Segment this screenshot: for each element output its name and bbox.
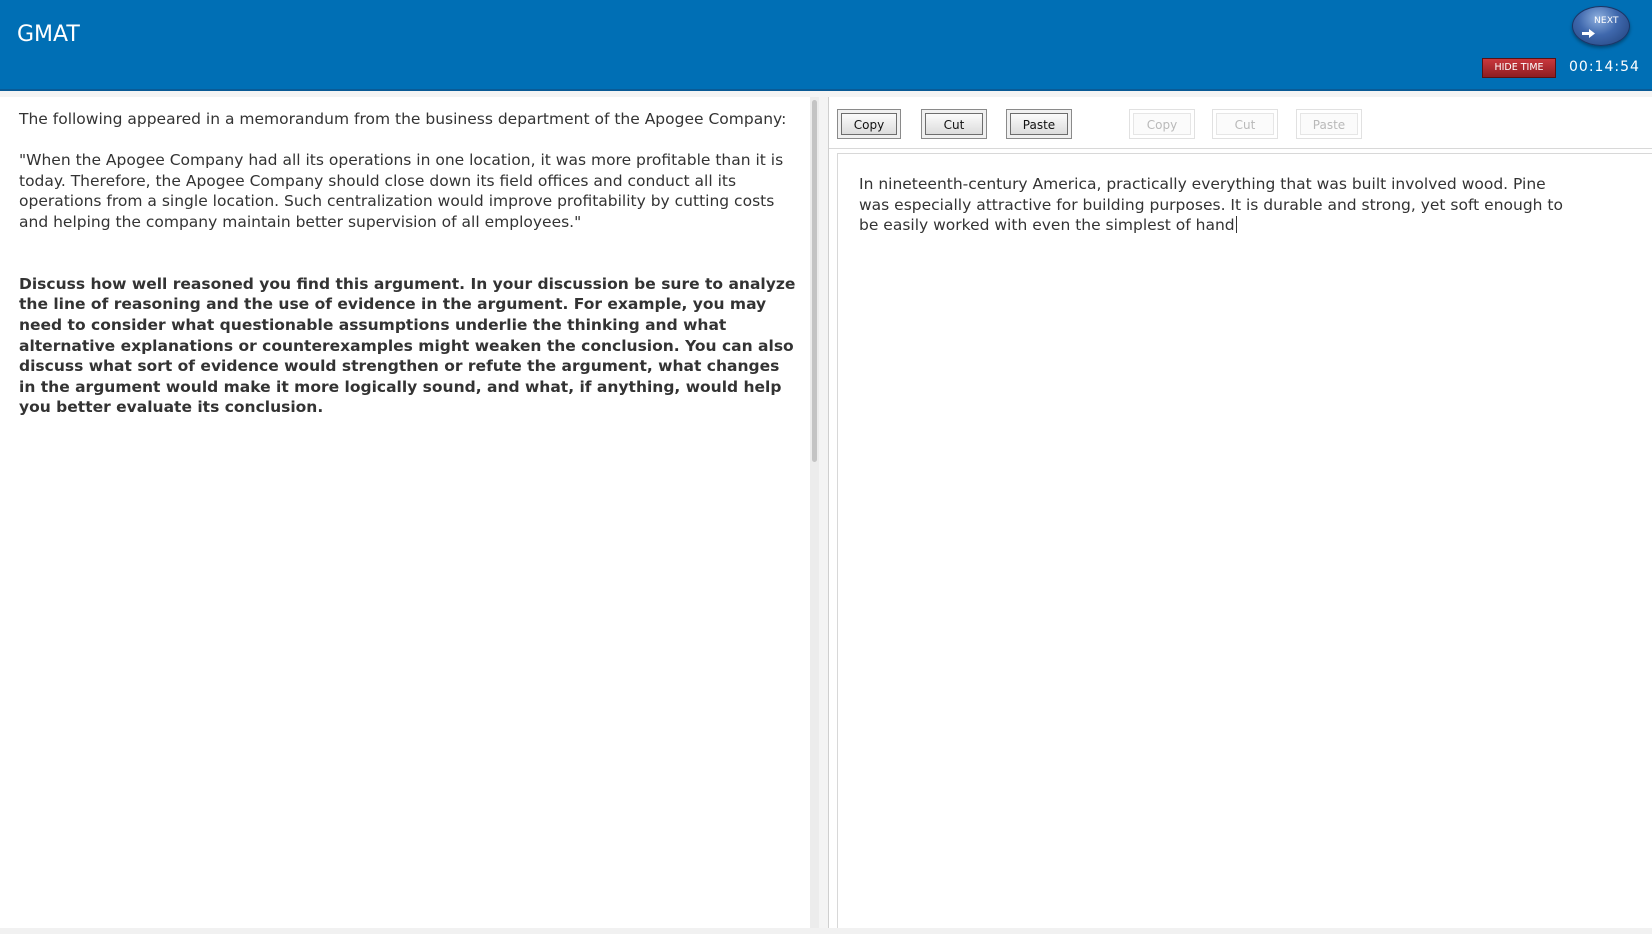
essay-text-content: In nineteenth-century America, practically everything that was built involved wood. Pine was especially attractive for building purposes. It is durable and strong, yet soft enough to be easily worked with even the simplest of hand [859,175,1563,235]
paste-button-label: Paste [1010,113,1068,135]
hide-time-button[interactable]: HIDE TIME [1482,58,1556,78]
next-button[interactable] [1572,6,1630,46]
edit-toolbar [829,97,1652,149]
cut-button-disabled [1212,109,1278,139]
essay-text[interactable] [859,174,1579,236]
prompt-scrollbar-thumb[interactable] [812,100,817,462]
bottom-strip [0,928,1652,934]
prompt-text [19,109,799,439]
copy-button-label: Copy [841,113,897,135]
pane-divider [819,97,828,928]
essay-editor[interactable] [837,153,1652,928]
copy-disabled-label: Copy [1133,113,1191,135]
paste-button-disabled [1296,109,1362,139]
prompt-quote: "When the Apogee Company had all its operations in one location, it was more profitable than it is today. Therefore, the Apogee Company should close down its field offices and conduct all its operations from a single location. Such centralization would improve profitability by cutting costs and helping the company maintain better supervision of all employees." [19,151,784,231]
prompt-intro: The following appeared in a memorandum from the business department of the Apogee Company: [19,110,787,128]
response-pane [828,97,1652,928]
text-caret [1236,216,1237,233]
cut-disabled-label: Cut [1216,113,1274,135]
paste-button[interactable] [1006,109,1072,139]
spacer [19,253,799,274]
paste-disabled-label: Paste [1300,113,1358,135]
timer: 00:14:54 [1569,59,1640,75]
top-bar [0,0,1652,91]
copy-button[interactable] [837,109,901,139]
cut-button-label: Cut [925,113,983,135]
prompt-pane [0,97,810,928]
cut-button[interactable] [921,109,987,139]
next-label: NEXT [1594,16,1619,26]
app-title: GMAT [17,22,80,47]
prompt-instructions: Discuss how well reasoned you find this argument. In your discussion be sure to analyze the line of reasoning and the use of evidence in the argument. For example, you may need to consider what questionable assumptions underlie the thinking and what alternative explanations or counterexamples might weaken the conclusion. You can also discuss what sort of evidence would strengthen or refute the argument, what changes in the argument would make it more logically sound, and what, if anything, would help you better evaluate its conclusion. [19,274,796,417]
copy-button-disabled [1129,109,1195,139]
arrow-right-icon [1582,29,1595,38]
